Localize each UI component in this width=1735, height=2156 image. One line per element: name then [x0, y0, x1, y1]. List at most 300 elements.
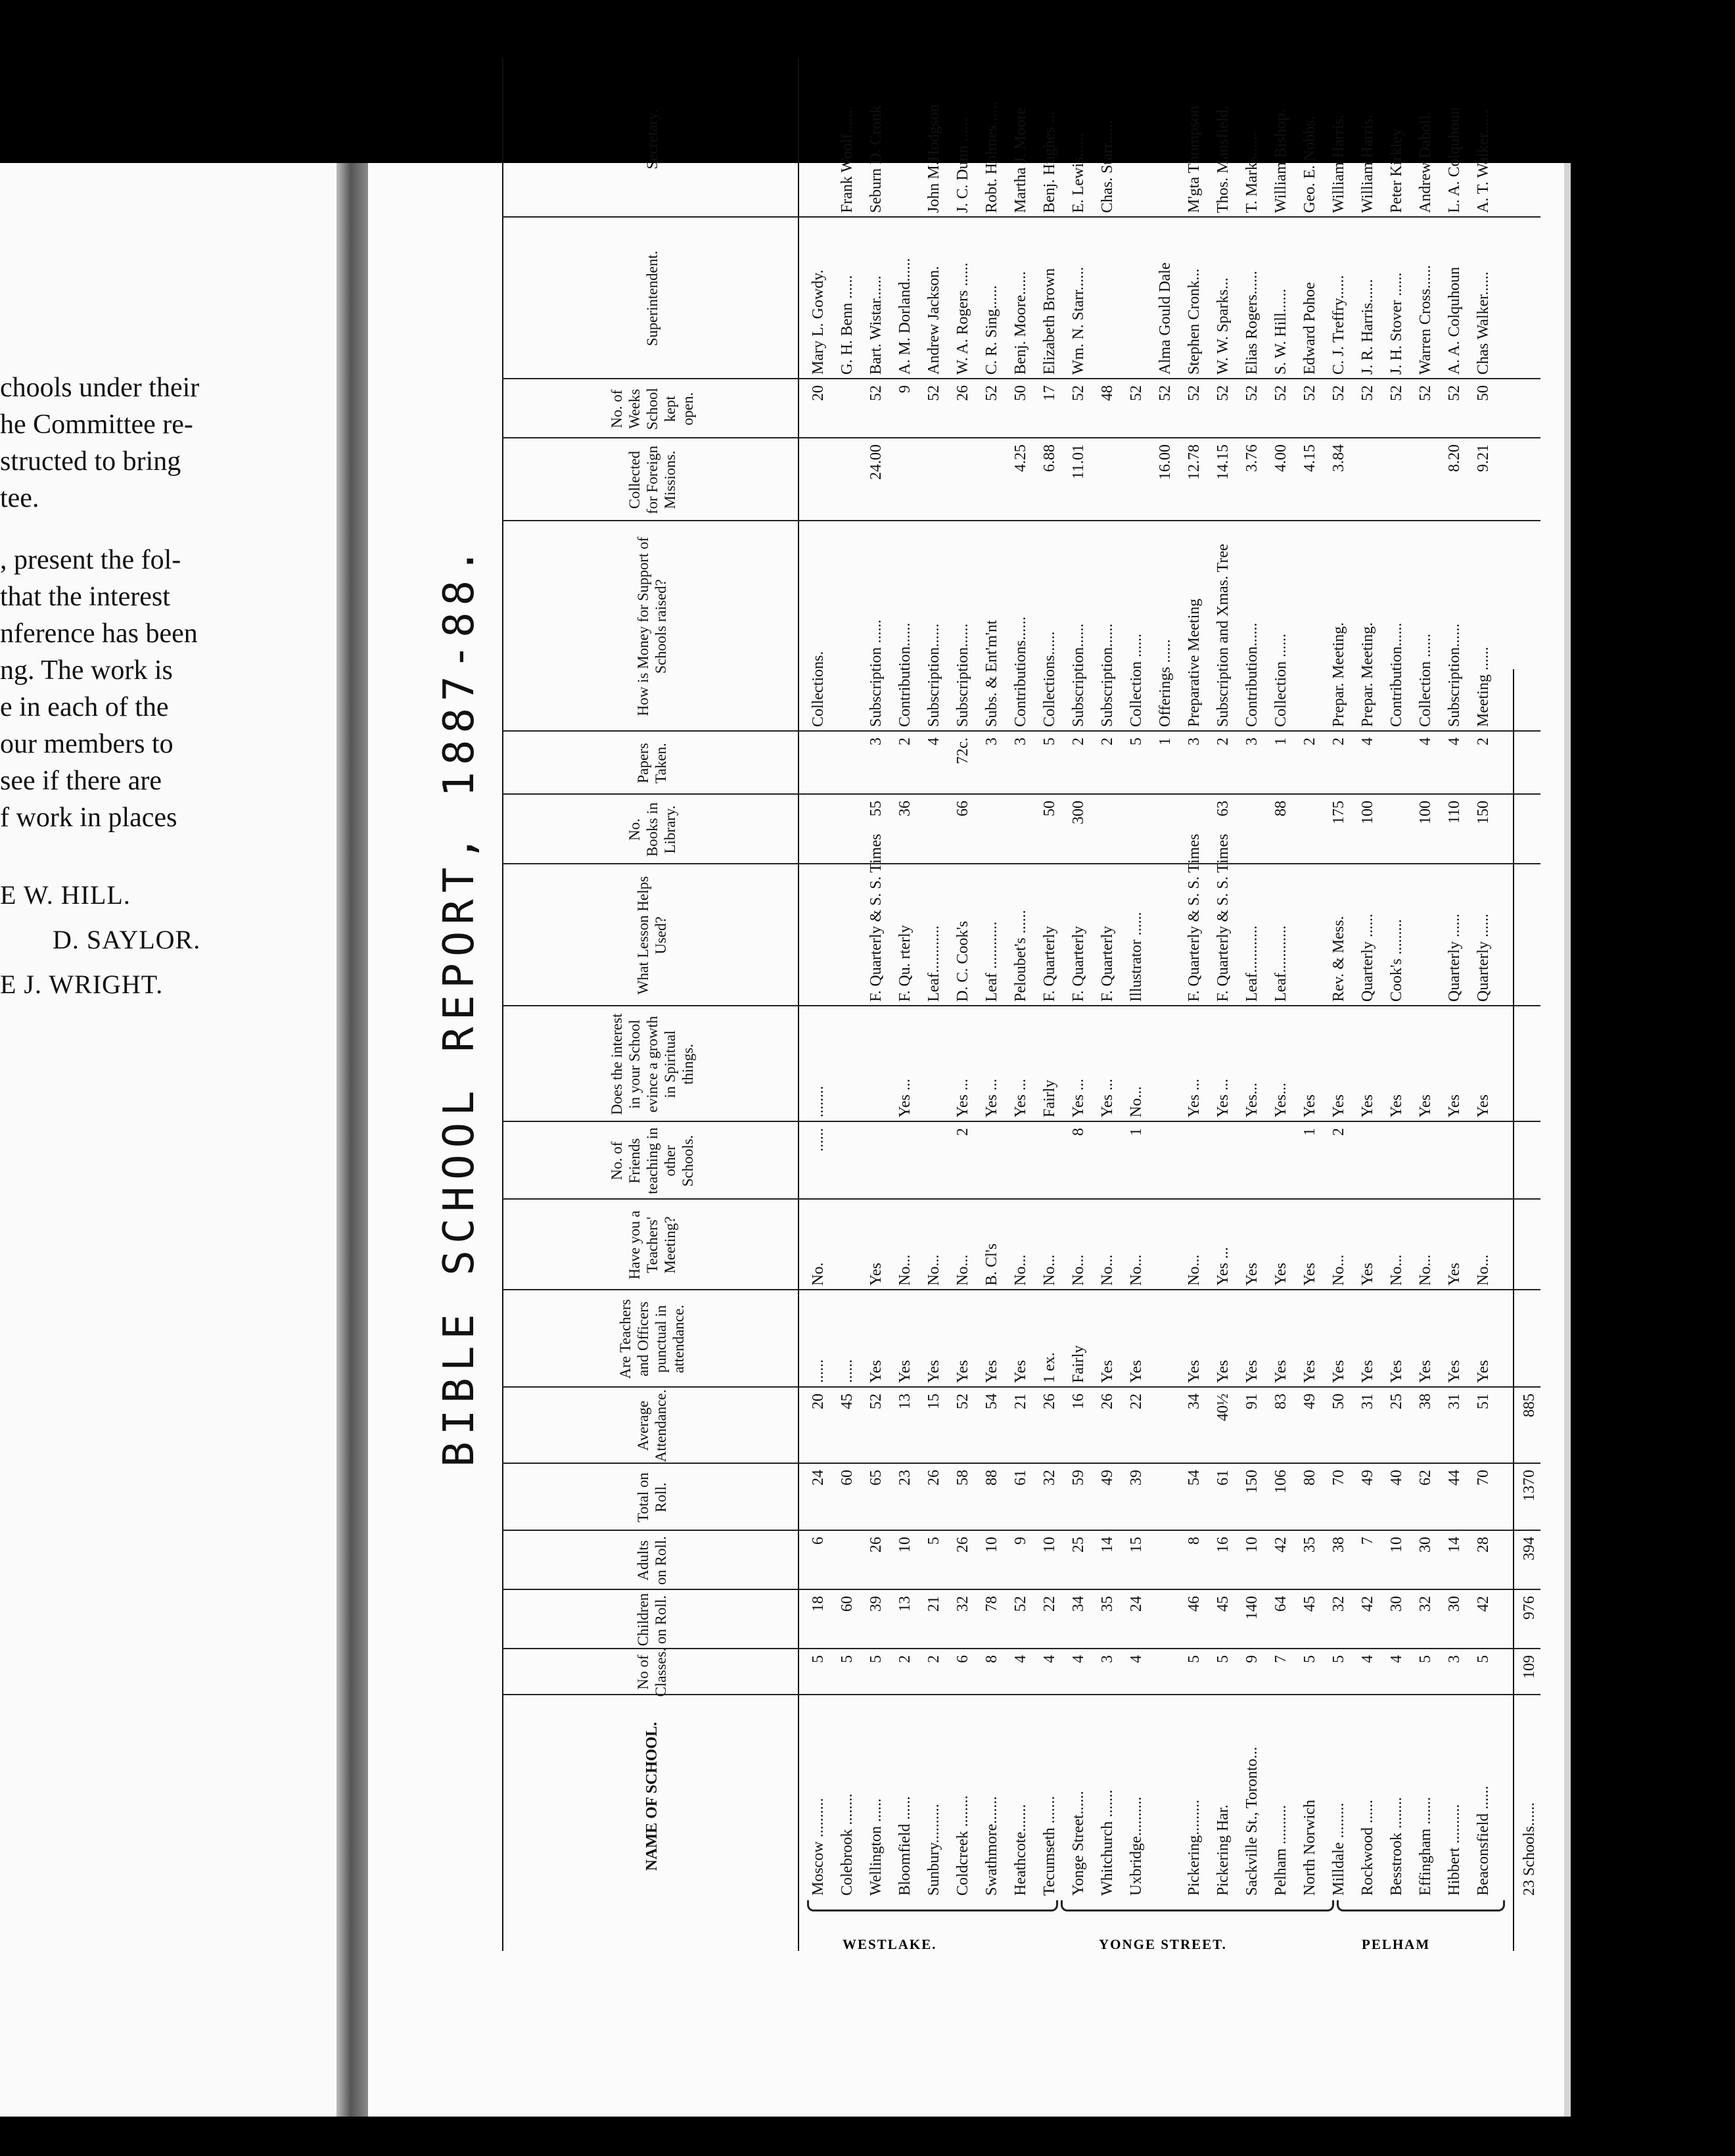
- table-row: [983, 58, 1000, 1951]
- book-gutter: [336, 163, 368, 2117]
- cell-papers: 3: [1012, 738, 1029, 745]
- cell-weeks: 52: [1214, 385, 1232, 401]
- cell-children: 24: [1128, 1596, 1145, 1612]
- column-divider: [502, 1289, 1540, 1290]
- cell-secretary: Benj. Hughes ...: [1041, 111, 1058, 213]
- cell-school: North Norwich: [1301, 1800, 1318, 1896]
- cell-weeks: 26: [954, 385, 971, 401]
- cell-punctual: Yes: [1359, 1360, 1376, 1383]
- cell-total: 40: [1388, 1470, 1405, 1486]
- cell-weeks: 52: [1359, 385, 1376, 401]
- column-header-secretary: Secretary.: [643, 109, 660, 170]
- cell-children: [1157, 1596, 1174, 1645]
- cell-helps: Peloubet's ......: [1012, 910, 1029, 1002]
- cell-children: 13: [896, 1596, 914, 1612]
- cell-books: [1301, 801, 1318, 860]
- cell-money: Collection ......: [1272, 634, 1289, 727]
- right-page: [368, 101, 1564, 2117]
- cell-growth: Yes: [1359, 1094, 1376, 1117]
- cell-meeting: No...: [1041, 1254, 1058, 1286]
- cell-classes: 5: [1475, 1655, 1492, 1663]
- cell-foreign: 8.20: [1446, 444, 1463, 472]
- cell-books: 36: [896, 801, 914, 816]
- cell-books: 50: [1041, 801, 1058, 816]
- cell-friends: [839, 1128, 856, 1195]
- column-header-attendance: Average Attendance.: [635, 1389, 669, 1463]
- header-top-rule: [502, 58, 503, 1951]
- cell-growth: Yes: [1301, 1094, 1318, 1117]
- cell-children: 39: [868, 1596, 885, 1612]
- left-text-line: see if there are: [0, 766, 162, 796]
- cell-punctual: ......: [810, 1359, 827, 1383]
- cell-papers: 1: [1272, 738, 1289, 745]
- cell-attendance: 54: [983, 1394, 1000, 1409]
- table-row: [1041, 58, 1058, 1951]
- cell-attendance: 83: [1272, 1394, 1289, 1409]
- cell-secretary: William Harris.: [1330, 114, 1347, 213]
- table-row: [1301, 58, 1318, 1951]
- cell-classes: 2: [925, 1655, 942, 1663]
- cell-meeting: No...: [1099, 1254, 1116, 1286]
- cell-total: 70: [1475, 1470, 1492, 1486]
- cell-attendance: 45: [839, 1394, 856, 1409]
- cell-secretary: Seburn D. Cronk: [868, 105, 885, 213]
- cell-meeting: No...: [1128, 1254, 1145, 1286]
- cell-money: [839, 527, 856, 727]
- cell-classes: 6: [954, 1655, 971, 1663]
- cell-helps: Rev. & Mess.: [1330, 916, 1347, 1002]
- cell-money: Prepar. Meeting.: [1330, 622, 1347, 727]
- column-divider: [502, 437, 1540, 438]
- cell-adults: [839, 1537, 856, 1585]
- cell-books: 55: [868, 801, 885, 816]
- cell-secretary: J. C. Dunn ......: [954, 118, 971, 213]
- cell-school: Sackville St., Toronto...: [1243, 1746, 1261, 1896]
- cell-children: 60: [839, 1596, 856, 1612]
- left-page: [0, 163, 336, 2117]
- cell-helps: Leaf............: [925, 926, 942, 1002]
- cell-secretary: Thos. Mansfield.: [1214, 105, 1232, 213]
- cell-children: 21: [925, 1596, 942, 1612]
- cell-children: 30: [1446, 1596, 1463, 1612]
- cell-money: Prepar. Meeting.: [1359, 622, 1376, 727]
- cell-total: 54: [1186, 1470, 1203, 1486]
- cell-money: Contribution......: [896, 622, 914, 727]
- table-row: [1243, 58, 1261, 1951]
- cell-classes: 5: [810, 1655, 827, 1663]
- cell-secretary: Martha J. Moore: [1012, 107, 1029, 213]
- cell-meeting: No...: [1475, 1254, 1492, 1286]
- cell-growth: Yes...: [1272, 1083, 1289, 1117]
- cell-classes: 3: [1099, 1655, 1116, 1663]
- cell-meeting: No.: [810, 1262, 827, 1286]
- cell-total: 88: [983, 1470, 1000, 1486]
- column-divider: [502, 216, 1540, 218]
- table-row: [1446, 58, 1463, 1951]
- cell-foreign: 14.15: [1214, 444, 1232, 480]
- column-header-total: Total on Roll.: [635, 1472, 669, 1522]
- cell-friends: [983, 1128, 1000, 1195]
- cell-school: Beaconsfield ......: [1475, 1785, 1492, 1896]
- cell-adults: 7: [1359, 1537, 1376, 1545]
- cell-punctual: Yes: [1301, 1360, 1318, 1383]
- cell-papers: 4: [1417, 738, 1434, 745]
- cell-school: Heathcote.......: [1012, 1804, 1029, 1896]
- cell-punctual: Yes: [1388, 1360, 1405, 1383]
- cell-school: Rockwood ......: [1359, 1800, 1376, 1896]
- column-divider: [502, 1648, 1540, 1649]
- column-header-weeks: No. of Weeks School kept open.: [608, 388, 696, 430]
- cell-children: 78: [983, 1596, 1000, 1612]
- cell-weeks: 52: [1128, 385, 1145, 401]
- cell-meeting: B. Cl's: [983, 1243, 1000, 1286]
- cell-helps: D. C. Cook's: [954, 920, 971, 1002]
- cell-adults: 15: [1128, 1537, 1145, 1553]
- cell-papers: 2: [1301, 738, 1318, 745]
- cell-superintendent: [1128, 223, 1145, 375]
- cell-papers: 72c.: [954, 738, 971, 764]
- cell-helps: Leaf............: [1272, 926, 1289, 1002]
- cell-punctual: Yes: [954, 1360, 971, 1383]
- cell-school: Uxbridge..........: [1128, 1796, 1145, 1896]
- cell-books: [1243, 801, 1261, 860]
- totals-rule: [1513, 669, 1514, 1951]
- cell-foreign: [896, 444, 914, 517]
- cell-adults: 30: [1417, 1537, 1434, 1553]
- cell-secretary: Robt. Holmes......: [983, 101, 1000, 213]
- cell-punctual: Yes: [925, 1360, 942, 1383]
- cell-adults: 10: [1243, 1537, 1261, 1553]
- cell-helps: Leaf............: [1243, 926, 1261, 1002]
- cell-secretary: [1157, 67, 1174, 213]
- cell-secretary: A. T. Walker......: [1475, 110, 1492, 213]
- cell-money: Subscription......: [1446, 623, 1463, 727]
- cell-meeting: Yes: [1272, 1263, 1289, 1286]
- cell-attendance: 22: [1128, 1394, 1145, 1409]
- cell-attendance: 15: [925, 1394, 942, 1409]
- cell-superintendent: Wm. N. Starr......: [1070, 267, 1087, 375]
- cell-adults: 14: [1446, 1537, 1463, 1553]
- cell-growth: Yes...: [1243, 1083, 1261, 1117]
- cell-papers: 1: [1157, 738, 1174, 745]
- cell-meeting: [839, 1206, 856, 1286]
- cell-punctual: Yes: [1417, 1360, 1434, 1383]
- cell-superintendent: Benj. Moore......: [1012, 271, 1029, 375]
- cell-weeks: 48: [1099, 385, 1116, 401]
- column-divider: [502, 793, 1540, 795]
- cell-weeks: 52: [1417, 385, 1434, 401]
- cell-attendance: 31: [1359, 1394, 1376, 1409]
- cell-books: 88: [1272, 801, 1289, 816]
- cell-foreign: 9.21: [1475, 444, 1492, 472]
- cell-classes: 3: [1446, 1655, 1463, 1663]
- cell-foreign: [1388, 444, 1405, 517]
- cell-punctual: Yes: [1099, 1360, 1116, 1383]
- column-header-papers: Papers Taken.: [635, 743, 669, 784]
- cell-growth: Yes: [1330, 1094, 1347, 1117]
- cell-money: Contribution......: [1388, 622, 1405, 727]
- cell-attendance: 20: [810, 1394, 827, 1409]
- cell-friends: [868, 1128, 885, 1195]
- cell-foreign: [810, 444, 827, 517]
- cell-school: Hibbert ..........: [1446, 1804, 1463, 1896]
- cell-school: Pickering.........: [1186, 1800, 1203, 1896]
- left-text-line: that the interest: [0, 582, 170, 612]
- cell-total: 58: [954, 1470, 971, 1486]
- cell-school: Sunbury..........: [925, 1804, 942, 1896]
- cell-friends: 8: [1070, 1128, 1087, 1136]
- left-text-line: tee.: [0, 483, 39, 513]
- cell-superintendent: Elias Rogers......: [1243, 271, 1261, 375]
- table-row: [1070, 58, 1087, 1951]
- column-header-friends: No. of Friends teaching in other Schools.: [608, 1127, 696, 1194]
- cell-secretary: [810, 67, 827, 213]
- cell-total: 23: [896, 1470, 914, 1486]
- cell-books: 175: [1330, 801, 1347, 824]
- cell-weeks: 52: [925, 385, 942, 401]
- cell-friends: 1: [1301, 1128, 1318, 1136]
- cell-school: Pickering Har.: [1214, 1804, 1232, 1896]
- cell-growth: Yes ...: [1186, 1079, 1203, 1117]
- left-text-line: structed to bring: [0, 446, 181, 477]
- cell-papers: 2: [1099, 738, 1116, 745]
- cell-children: 18: [810, 1596, 827, 1612]
- cell-growth: Yes: [1446, 1094, 1463, 1117]
- table-row: [1012, 58, 1029, 1951]
- cell-attendance: 50: [1330, 1394, 1347, 1409]
- totals-row: [1521, 58, 1538, 1951]
- cell-helps: Leaf ............: [983, 922, 1000, 1002]
- cell-foreign: [839, 444, 856, 517]
- cell-papers: 3: [1186, 738, 1203, 745]
- cell-books: 66: [954, 801, 971, 816]
- cell-foreign: 24.00: [868, 444, 885, 480]
- left-text-line: chools under their: [0, 373, 200, 403]
- table-row: [896, 58, 914, 1951]
- cell-weeks: 52: [1070, 385, 1087, 401]
- table-row: [1186, 58, 1203, 1951]
- cell-children: 64: [1272, 1596, 1289, 1612]
- cell-attendance: 13: [896, 1394, 914, 1409]
- cell-foreign: [925, 444, 942, 517]
- left-text-line: our members to: [0, 729, 174, 759]
- cell-friends: [1388, 1128, 1405, 1195]
- cell-children: 32: [1330, 1596, 1347, 1612]
- cell-adults: 10: [1388, 1537, 1405, 1553]
- cell-superintendent: Chas Walker......: [1475, 271, 1492, 375]
- column-header-meeting: Have you a Teachers' Meeting?: [626, 1210, 678, 1280]
- column-header-superintendent: Superintendent.: [643, 250, 660, 346]
- table-row: [1330, 58, 1347, 1951]
- cell-foreign: 3.76: [1243, 444, 1261, 472]
- cell-meeting: No...: [1330, 1254, 1347, 1286]
- left-text-line: he Committee re-: [0, 410, 193, 440]
- cell-money: Subscription......: [954, 623, 971, 727]
- table-row: [1128, 58, 1145, 1951]
- cell-weeks: 52: [1272, 385, 1289, 401]
- cell-adults: 38: [1330, 1537, 1347, 1553]
- total-total: 1370: [1521, 1470, 1538, 1501]
- cell-secretary: [896, 67, 914, 213]
- cell-weeks: 52: [1388, 385, 1405, 401]
- left-text-line: f work in places: [0, 803, 177, 833]
- cell-money: Meeting ......: [1475, 647, 1492, 727]
- cell-books: [839, 801, 856, 860]
- cell-total: 65: [868, 1470, 885, 1486]
- cell-attendance: [1157, 1394, 1174, 1459]
- cell-attendance: 52: [954, 1394, 971, 1409]
- cell-secretary: E. Lewis......: [1070, 133, 1087, 213]
- signature-line: E J. WRIGHT.: [0, 970, 164, 999]
- cell-classes: 7: [1272, 1655, 1289, 1663]
- cell-papers: [1388, 738, 1405, 790]
- cell-money: Subs. & Ent'm'nt: [983, 620, 1000, 727]
- cell-punctual: Yes: [1272, 1360, 1289, 1383]
- cell-secretary: Frank Woolf.......: [839, 106, 856, 213]
- cell-secretary: Chas. Starr......: [1099, 120, 1116, 213]
- cell-weeks: 52: [1157, 385, 1174, 401]
- cell-money: Subscription......: [925, 623, 942, 727]
- cell-growth: Yes ...: [1099, 1079, 1116, 1117]
- cell-meeting: No...: [1070, 1254, 1087, 1286]
- cell-meeting: Yes: [1301, 1263, 1318, 1286]
- cell-total: 70: [1330, 1470, 1347, 1486]
- cell-money: Subscription and Xmas. Tree: [1214, 544, 1232, 727]
- column-divider: [502, 1121, 1540, 1122]
- cell-superintendent: Edward Pohoe: [1301, 282, 1318, 375]
- cell-books: [810, 801, 827, 860]
- cell-money: Subscription......: [1070, 623, 1087, 727]
- cell-total: 49: [1099, 1470, 1116, 1486]
- cell-total: 60: [839, 1470, 856, 1486]
- cell-children: 22: [1041, 1596, 1058, 1612]
- table-row: [1359, 58, 1376, 1951]
- cell-adults: 10: [983, 1537, 1000, 1553]
- page-edge: [1564, 163, 1571, 2117]
- cell-classes: 5: [1417, 1655, 1434, 1663]
- cell-attendance: 26: [1041, 1394, 1058, 1409]
- cell-helps: [839, 870, 856, 1002]
- cell-papers: 5: [1041, 738, 1058, 745]
- cell-children: 32: [954, 1596, 971, 1612]
- cell-superintendent: A. M. Dorland......: [896, 258, 914, 375]
- cell-children: 30: [1388, 1596, 1405, 1612]
- cell-school: Wellington ......: [868, 1798, 885, 1896]
- cell-attendance: 21: [1012, 1394, 1029, 1409]
- cell-growth: [925, 1012, 942, 1117]
- cell-books: 100: [1417, 801, 1434, 824]
- cell-meeting: Yes: [1243, 1263, 1261, 1286]
- column-divider: [502, 520, 1540, 521]
- cell-friends: ......: [810, 1128, 827, 1152]
- cell-attendance: 34: [1186, 1394, 1203, 1409]
- cell-superintendent: W. W. Sparks...: [1214, 277, 1232, 375]
- signature-line: E W. HILL.: [0, 880, 131, 910]
- cell-adults: 9: [1012, 1537, 1029, 1545]
- cell-adults: 5: [925, 1537, 942, 1545]
- cell-friends: [1359, 1128, 1376, 1195]
- cell-books: [1099, 801, 1116, 860]
- cell-growth: Yes ...: [1214, 1079, 1232, 1117]
- cell-attendance: 25: [1388, 1394, 1405, 1409]
- cell-money: Preparative Meeting: [1186, 598, 1203, 727]
- cell-total: 106: [1272, 1470, 1289, 1493]
- cell-punctual: Yes: [983, 1360, 1000, 1383]
- table-row: [1099, 58, 1116, 1951]
- cell-growth: [839, 1012, 856, 1117]
- cell-total: 61: [1214, 1470, 1232, 1486]
- cell-school: Coldcreek ........: [954, 1795, 971, 1896]
- cell-papers: 2: [1214, 738, 1232, 745]
- cell-money: Offerings ......: [1157, 639, 1174, 727]
- table-row: [925, 58, 942, 1951]
- cell-meeting: No...: [1417, 1254, 1434, 1286]
- cell-books: [1157, 801, 1174, 860]
- cell-papers: 2: [896, 738, 914, 745]
- cell-punctual: Fairly: [1070, 1345, 1087, 1383]
- column-divider: [502, 1386, 1540, 1388]
- table-row: [954, 58, 971, 1951]
- cell-growth: [868, 1012, 885, 1117]
- cell-helps: [1301, 870, 1318, 1002]
- cell-secretary: John M.Hodgson: [925, 104, 942, 213]
- cell-classes: 9: [1243, 1655, 1261, 1663]
- table-row: [868, 58, 885, 1951]
- cell-punctual: Yes: [1128, 1360, 1145, 1383]
- cell-books: [925, 801, 942, 860]
- table-row: [1272, 58, 1289, 1951]
- cell-meeting: [1157, 1206, 1174, 1286]
- cell-superintendent: Mary L. Gowdy.: [810, 270, 827, 375]
- cell-adults: 6: [810, 1537, 827, 1545]
- cell-classes: 4: [1359, 1655, 1376, 1663]
- cell-adults: 10: [896, 1537, 914, 1553]
- cell-school: Swathmore.......: [983, 1796, 1000, 1896]
- cell-total: 26: [925, 1470, 942, 1486]
- cell-punctual: Yes: [1243, 1360, 1261, 1383]
- cell-weeks: 17: [1041, 385, 1058, 401]
- cell-superintendent: Stephen Cronk...: [1186, 268, 1203, 375]
- cell-weeks: 20: [810, 385, 827, 401]
- total-adults: 394: [1521, 1537, 1538, 1560]
- table-row: [1214, 58, 1232, 1951]
- cell-punctual: 1 ex.: [1041, 1352, 1058, 1383]
- cell-weeks: 52: [983, 385, 1000, 401]
- cell-helps: Cook's .........: [1388, 919, 1405, 1002]
- cell-money: Collection ......: [1417, 634, 1434, 727]
- cell-superintendent: S. W. Hill......: [1272, 289, 1289, 375]
- cell-children: 45: [1301, 1596, 1318, 1612]
- cell-total: [1157, 1470, 1174, 1526]
- column-header-classes: No of Classes.: [635, 1647, 669, 1697]
- cell-helps: F. Quarterly: [1099, 926, 1116, 1002]
- cell-friends: [1214, 1128, 1232, 1195]
- cell-total: 61: [1012, 1470, 1029, 1486]
- column-divider: [502, 730, 1540, 732]
- cell-helps: F. Quarterly & S. S. Times: [1214, 833, 1232, 1002]
- table-row: [1157, 58, 1174, 1951]
- cell-superintendent: Alma Gould Dale: [1157, 262, 1174, 375]
- cell-classes: 4: [1041, 1655, 1058, 1663]
- rotated-report: BIBLE SCHOOL REPORT, 1887-88. NAME OF SCHOOL. No of Classes. Children on Roll. Adults on Roll. Total on Roll. Average Attendance. Are Teachers and Officers punctual in attendance. Have you a Teachers' Meeting? No. of Friends teaching in other Schools. Does the interest in your School evince a growth in Spiritual things. What Lesson Helps Used? No. Books in Library. Papers Taken. How is Money for Support of Schools raised? Collected for Foreign Missions. No. of Weeks School kept open. Superintendent. Secretary. WESTLAKE. YONGE STREET. PELHAM Moscow .......... 5 18 6 24 20 ...... No. ...... ........ Collections. 20 Mary L. Gowdy. Colebrook ........ 5 60 60 45 ...... G. H. Benn ...... Frank Woolf....... Wellington ...... 5 39 26 65 52 Yes Yes F. Quarterly & S. S. Times 55 3 Subscription ...... 24.00 52 Bart. Wistar...... Seburn D. Cronk Bloomfield ...... 2 13 10 23 13 Yes No... Yes ... F. Qu. rterly 36 2 Contribution...... 9 A. M. Dorland...... Sunbury.......... 2 21 5 26 15 Yes No... Leaf............ 4 Subscription...... 52 Andrew Jackson. John M.Hodgson Coldcreek ........ 6 32 26 58 52 Yes No... 2 Yes ... D. C. Cook's 66 72c. Subscription...... 26 W. A. Rogers ...... J. C. Dunn ...... Swathmore....... 8 78 10 88 54 Yes B. Cl's Yes ... Leaf ............ 3 Subs. & Ent'm'nt 52 C. R. Sing...... Robt. Holmes...... Heathcote....... 4 52 9 61 21 Yes No... Yes ... Peloubet's ...... 3 Contributions...... 4.25 50 Benj. Moore...... Martha J. Moore Tecumseth ....... 4 22 10 32 26 1 ex. No... Fairly F. Quarterly 50 5 Collections...... 6.88 17 Elizabeth Brown Benj. Hughes ... Yonge Street...... 4 34 25 59 16 Fairly No... 8 Yes ... F. Quarterly 300 2 Subscription...... 11.01 52 Wm. N. Starr...... E. Lewis...... Whitchurch ....... 3 35 14 49 26 Yes No... Yes ... F. Quarterly 2 Subscription...... 48 Chas. Starr...... Uxbridge.......... 4 24 15 39 22 Yes No... 1 No... Illustrator ...... 5 Collection ...... 52 1 Offerings ...... 16.00 52 Alma Gould Dale Pickering......... 5 46 8 54 34 Yes No... Yes ... F. Quarterly & S. S. Times 3 Preparative Meeting 12.78 52 Stephen Cronk... M'gta Thompson Pickering Har. 5 45 16 61 40½ Yes Yes ... Yes ... F. Quarterly & S. S. Times 63 2 Subscription and Xmas. Tree 14.15 52 W. W. Sparks... Thos. Mansfield. Sackville St., Toronto... 9 140 10 150 91 Yes Yes Yes... Leaf............ 3 Contribution...... 3.76 52 Elias Rogers...... T. Marks...... Pelham .......... 7 64 42 106 83 Yes Yes Yes... Leaf............ 88 1 Collection ...... 4.00 52 S. W. Hill...... William Bishop. North Norwich 5 45 35 80 49 Yes Yes 1 Yes 2 4.15 52 Edward Pohoe Geo. E. Nobbs. Milldale ......... 5 32 38 70 50 Yes No... 2 Yes Rev. & Mess. 175 2 Prepar. Meeting. 3.84 52 C. J. Treffry...... William Harris. Rockwood ...... 4 42 7 49 31 Yes Yes Yes Quarterly ...... 100 4 Prepar. Meeting. 52 J. R. Harris...... William Harris. Besstrook ........ 4 30 10 40 25 Yes No... Yes Cook's ......... Contribution...... 52 J. H. Stover ...... Peter Kirkley Effingham ....... 5 32 30 62 38 Yes No... Yes 100 4 Collection ...... 52 Warren Cross...... Andrew Daboll. Hibbert .......... 3 30 14 44 31 Yes Yes Yes Quarterly ...... 110 4 Subscription...... 8.20 52 A. A. Colquhoun L. A. Colquhoun Beaconsfield ...... 5 42 28 70 51 Yes No... Yes Quarterly ...... 150 2 Meeting ...... 9.21 50 Chas Walker...... A. T. Walker...... 23 Schools...... 109 976 394 1370 885: [415, 58, 1401, 1951]
- cell-friends: [1417, 1128, 1434, 1195]
- cell-papers: 5: [1128, 738, 1145, 745]
- cell-secretary: William Harris.: [1359, 114, 1376, 213]
- cell-papers: 4: [1359, 738, 1376, 745]
- cell-growth: Fairly: [1041, 1079, 1058, 1117]
- cell-superintendent: C. J. Treffry......: [1330, 275, 1347, 375]
- cell-meeting: Yes: [868, 1263, 885, 1286]
